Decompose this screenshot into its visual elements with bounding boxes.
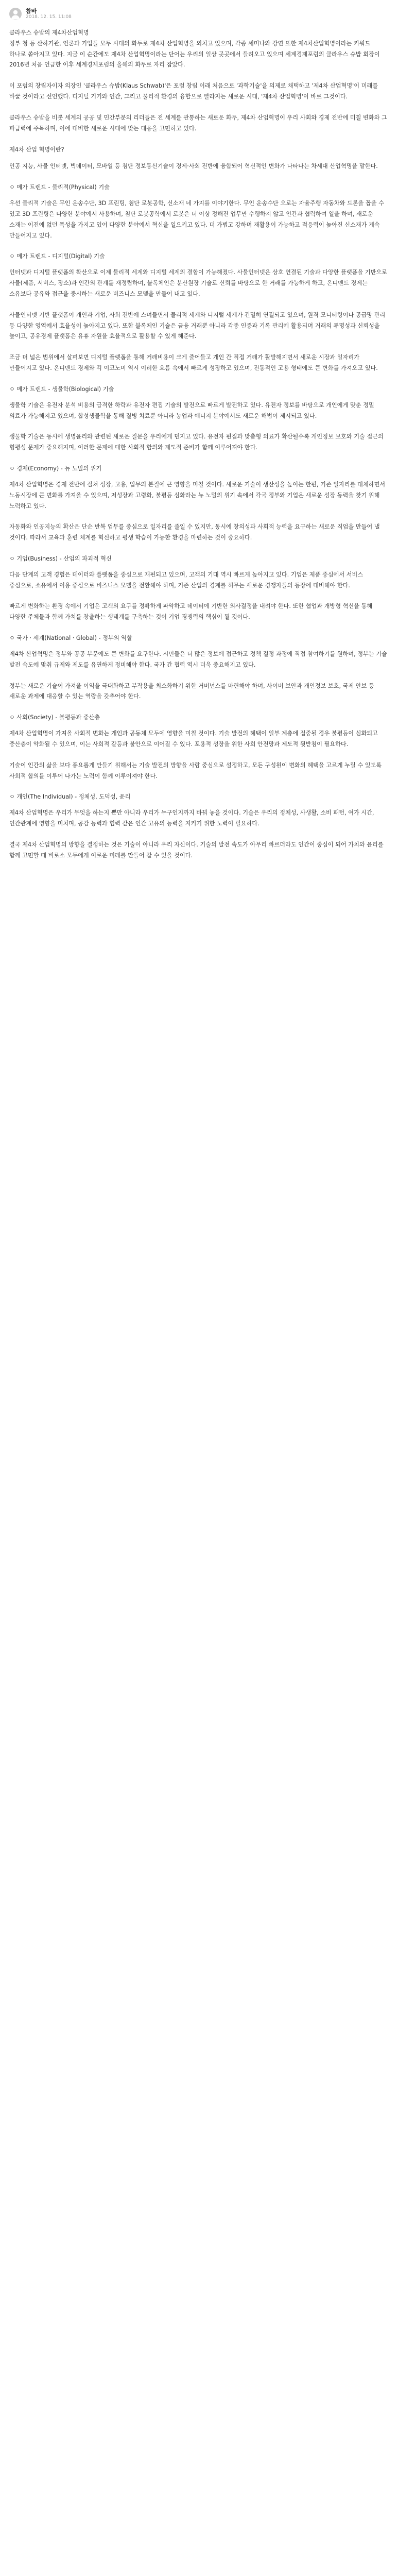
body-paragraph: 생물학 기술은 유전자 분석 비용의 급격한 하락과 유전자 편집 기술의 발전으로 빠르게 발전하고 있다. 유전자 정보를 바탕으로 개인에게 맞춘 정밀 의료가 가능해지고 있으며, 합성생물학을 통해 질병 치료뿐 아니라 농업과 에너지 분야에서도 새로운 해법이 제시되고 있다. <box>9 401 376 419</box>
author-name[interactable]: 참바 <box>26 7 37 14</box>
section-heading: ㅇ 국가 · 세계(National · Global) - 정부의 역할 <box>9 635 132 642</box>
section-heading: ㅇ 경제(Economy) - 뉴 노멀의 위기 <box>9 465 102 472</box>
body-paragraph: 제4차 산업혁명이 가져올 사회적 변화는 개인과 공동체 모두에 영향을 미칠 것이다. 기술 발전의 혜택이 일부 계층에 집중될 경우 불평등이 심화되고 중산층이 약화될 수 있으며, 이는 사회적 갈등과 불안으로 이어질 수 있다. 포용적 성장을 위한 사회 안전망과 제도적 뒷받침이 필요하다. <box>9 730 380 748</box>
body-paragraph: 빠르게 변화하는 환경 속에서 기업은 고객의 요구를 정확하게 파악하고 데이터에 기반한 의사결정을 내려야 한다. 또한 협업과 개방형 혁신을 통해 다양한 주체들과 함께 가치를 창출하는 생태계를 구축하는 것이 기업 경쟁력의 핵심이 될 것이다. <box>9 603 374 621</box>
section-heading: ㅇ 개인(The Individual) - 정체성, 도덕성, 윤리 <box>9 793 131 801</box>
body-paragraph: 사물인터넷 기반 플랫폼이 개인과 기업, 사회 전반에 스며들면서 물리적 세계와 디지털 세계가 긴밀히 연결되고 있으며, 원격 모니터링이나 공급망 관리 등 다양한 영역에서 효율성이 높아지고 있다. 또한 블록체인 기술은 금융 거래뿐 아니라 각종 인증과 기록 관리에 활용되며 거래의 투명성과 신뢰성을 높이고, 공유경제 플랫폼은 유휴 자원을 효율적으로 활용할 수 있게 해준다. <box>9 311 387 340</box>
body-paragraph: 제4차 산업혁명은 우리가 무엇을 하는지 뿐만 아니라 우리가 누구인지까지 바꿔 놓을 것이다. 기술은 우리의 정체성, 사생활, 소비 패턴, 여가 시간, 인간관계에 영향을 미치며, 공감 능력과 협력 같은 인간 고유의 능력을 지키기 위한 노력이 필요하다. <box>9 809 376 827</box>
body-paragraph: 제4차 산업혁명은 경제 전반에 걸쳐 성장, 고용, 업무의 본질에 큰 영향을 미칠 것이다. 새로운 기술이 생산성을 높이는 한편, 기존 일자리를 대체하면서 노동시장에 큰 변화를 가져올 수 있으며, 저성장과 고령화, 불평등 심화라는 뉴 노멀의 위기 속에서 각국 정부와 기업은 새로운 성장 동력을 찾기 위해 노력하고 있다. <box>9 481 387 510</box>
author-info <box>26 8 72 20</box>
body-paragraph: 자동화와 인공지능의 확산은 단순 반복 업무를 중심으로 일자리를 줄일 수 있지만, 동시에 창의성과 사회적 능력을 요구하는 새로운 직업을 만들어 낼 것이다. 따라서 교육과 훈련 체계를 혁신하고 평생 학습이 가능한 환경을 마련하는 것이 중요하다. <box>9 523 382 541</box>
section-heading: ㅇ 사회(Society) - 불평등과 중산층 <box>9 714 100 721</box>
section-heading: ㅇ 메가 트렌드 - 디지털(Digital) 기술 <box>9 253 105 260</box>
post-page <box>0 0 398 884</box>
section-heading: ㅇ 기업(Business) - 산업의 파괴적 혁신 <box>9 555 112 562</box>
body-paragraph: 다음 단계의 고객 경험은 데이터와 플랫폼을 중심으로 재편되고 있으며, 고객의 기대 역시 빠르게 높아지고 있다. 기업은 제품 중심에서 서비스 중심으로, 소유에서 이용 중심으로 비즈니스 모델을 전환해야 하며, 기존 산업의 경계를 허무는 새로운 경쟁자들의 등장에 대비해야 한다. <box>9 571 365 589</box>
body-paragraph: 이 포럼의 창립자이자 의장인 '클라우스 슈밥(Klaus Schwab)'은 포럼 창립 이래 처음으로 '과학기술'을 의제로 채택하고 '제4차 산업혁명'이 미래를 바꿀 것이라고 선언했다. 디지털 기기와 인간, 그리고 물리적 환경의 융합으로 빨라지는 새로운 시대, '제4차 산업혁명'이 바로 그것이다. <box>9 82 380 100</box>
body-paragraph: 인터넷과 디지털 플랫폼의 확산으로 이제 물리적 세계와 디지털 세계의 결합이 가능해졌다. 사물인터넷은 상호 연결된 기술과 다양한 플랫폼을 기반으로 사물(제품, 서비스, 장소)과 인간의 관계를 재정립하며, 블록체인은 분산원장 기술로 신뢰를 바탕으로 한 거래를 가능하게 하고, 온디맨드 경제는 소유보다 공유와 접근을 중시하는 새로운 비즈니스 모델을 만들어 내고 있다. <box>9 269 389 297</box>
body-paragraph: 우선 물리적 기술은 무인 운송수단, 3D 프린팅, 첨단 로봇공학, 신소재 네 가지를 이야기한다. 무인 운송수단 으로는 자율주행 자동차와 드론을 꼽을 수 있고 3D 프린팅은 다양한 분야에서 사용하며, 첨단 로봇공학에서 로봇은 더 이상 정해진 업무만 수행하지 않고 인간과 협력하여 일을 하며, 새로운 소재는 이전에 없던 특성을 가지고 있어 다양한 분야에서 혁신을 일으키고 있다. 더 가볍고 강하며 재활용이 가능하고 적응력이 높아진 신소재가 계속 만들어지고 있다. <box>9 200 386 239</box>
body-paragraph: 클라우스 슈밥을 비롯 세계의 공공 및 민간부문의 리더들은 전 세계를 관통하는 새로운 화두, 제4차 산업혁명이 우리 사회와 경제 전반에 미칠 변화와 그 파급력에 주목하며, 이에 대비한 새로운 시대에 맞는 대응을 고민하고 있다. <box>9 114 389 132</box>
user-silhouette-icon <box>9 8 22 20</box>
body-paragraph: 정부는 새로운 기술이 가져올 이익을 극대화하고 부작용을 최소화하기 위한 거버넌스를 마련해야 하며, 사이버 보안과 개인정보 보호, 국제 안보 등 새로운 과제에 대응할 수 있는 역량을 갖추어야 한다. <box>9 682 376 700</box>
body-paragraph: 클라우스 슈밥의 제4차산업혁명 정부 청 등 산하기관, 언론과 기업들 모두 시대의 화두로 제4차 산업혁명을 외치고 있으며, 각종 세미나와 강연 또한 제4차산업혁명이라는 키워드 하나로 쏟아지고 있다. 지금 이 순간에도 제4차 산업혁명이라는 단어는 우리의 일상 곳곳에서 들려오고 있으며 세계경제포럼의 클라우스 슈밥 회장이 2016년 처음 언급한 이후 세계경제포럼의 올해의 화두로 자리 잡았다. <box>9 29 380 69</box>
post-header <box>9 5 389 23</box>
body-paragraph: 인공 지능, 사물 인터넷, 빅데이터, 모바일 등 첨단 정보통신기술이 경제·사회 전반에 융합되어 혁신적인 변화가 나타나는 차세대 산업혁명을 말한다. <box>9 163 378 170</box>
section-heading: ㅇ 메가 트렌드 - 생물학(Biological) 기술 <box>9 385 114 393</box>
section-heading: ㅇ 메가 트렌드 - 물리적(Physical) 기술 <box>9 184 110 191</box>
body-paragraph: 기술이 인간의 삶을 보다 풍요롭게 만들기 위해서는 기술 발전의 방향을 사람 중심으로 설정하고, 모든 구성원이 변화의 혜택을 고르게 누릴 수 있도록 사회적 합의를 이루어 나가는 노력이 함께 이루어져야 한다. <box>9 761 384 779</box>
post-content <box>9 28 389 861</box>
body-paragraph: 생물학 기술은 동시에 생명윤리와 관련된 새로운 질문을 우리에게 던지고 있다. 유전자 편집과 맞춤형 의료가 확산될수록 개인정보 보호와 기술 접근의 형평성 문제가 중요해지며, 이러한 문제에 대한 사회적 합의와 제도적 준비가 함께 이루어져야 한다. <box>9 433 386 451</box>
question-heading: 제4차 산업 혁명이란? <box>9 146 64 153</box>
body-paragraph: 결국 제4차 산업혁명의 방향을 결정하는 것은 기술이 아니라 우리 자신이다. 기술의 발전 속도가 아무리 빠르더라도 인간이 중심이 되어 가치와 윤리를 함께 고민할 때 비로소 모두에게 이로운 미래를 만들어 갈 수 있을 것이다. <box>9 841 386 859</box>
avatar[interactable] <box>9 8 22 20</box>
body-paragraph: 제4차 산업혁명은 정부와 공공 부문에도 큰 변화를 요구한다. 시민들은 더 많은 정보에 접근하고 정책 결정 과정에 직접 참여하기를 원하며, 정부는 기술 발전 속도에 맞춰 규제와 제도를 유연하게 정비해야 한다. 국가 간 협력 역시 더욱 중요해지고 있다. <box>9 650 389 668</box>
post-date: 2018. 12. 15. 11:08 <box>26 14 72 20</box>
body-paragraph: 조금 더 넓은 범위에서 살펴보면 디지털 플랫폼을 통해 거래비용이 크게 줄어들고 개인 간 직접 거래가 활발해지면서 새로운 시장과 일자리가 만들어지고 있다. 온디맨드 경제와 긱 이코노미 역시 이러한 흐름 속에서 빠르게 성장하고 있으며, 전통적인 고용 형태에도 큰 변화를 가져오고 있다. <box>9 354 378 372</box>
